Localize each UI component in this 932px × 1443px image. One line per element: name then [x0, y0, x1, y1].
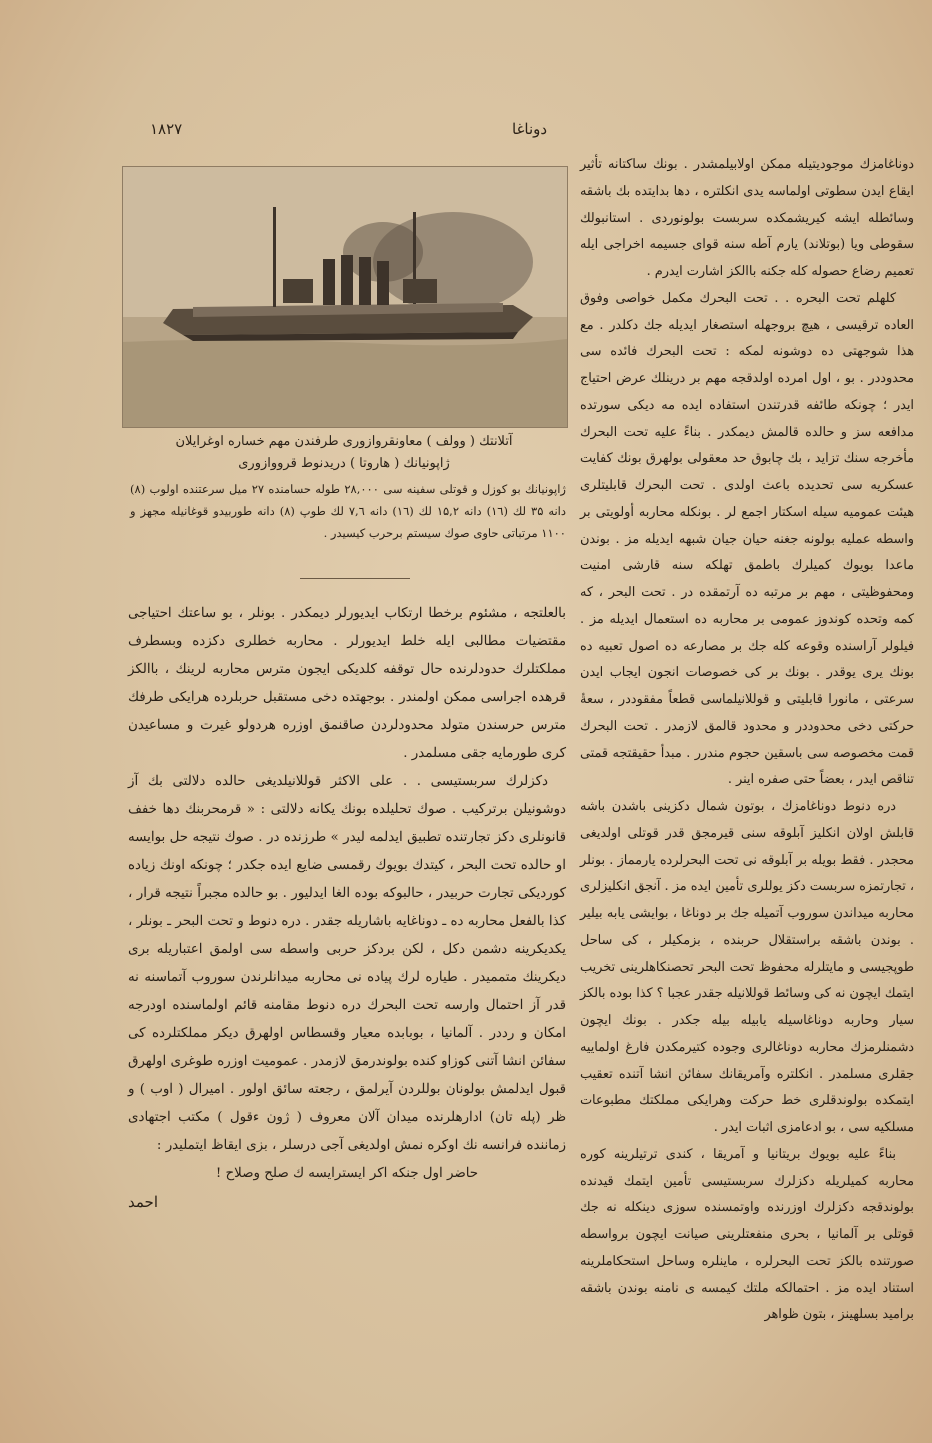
page-number: ۱۸۲۷	[150, 120, 183, 138]
caption-line-2: ژاپونيانك ( هاروتا ) دريدنوط قرووازورى	[238, 456, 450, 471]
journal-name: دوناغا	[512, 120, 548, 138]
caption-body	[130, 478, 566, 544]
caption-body-text: ژاپونيانك بو كوزل و قوتلى سفينه سى ۲۸,۰۰۰ طوله حسامنده ۲۷ ميل سرعتنده اولوب (۸) دانه ۳۵ لك (۱٦) دانه ۱۵,۲ لك (۱٦) دانه ۷,٦ لك طوپ (۸) دانه طوربيدو قوغانيله مجهز و ۱۱۰۰ مرتباتى حاوى صوك سيستم برحرب كيسيدر .	[130, 482, 567, 540]
left-paragraph-2: دكزلرك سربستيسى . . على الاكثر قوللانيلديغى حالده دلالتى بك آز دوشونيلن برتركيب . صوك تحليلده بونك يكانه دلالتى : « قرمحربنك دها خفف قانونلرى دكز تجارتنده تطبيق ايدلمه ليدر » طرزنده در . صوك نتيجه حل بوايسه او حالده تحت البحر ، كيتدك بويوك رقمسى ضايع ايده جكدر ؛ چونكه اونك زياده كورديكى تجارت حربيدر ، حالبوكه بوده الغا ايدليور . بو حالده مجبراً نتيجه قرار ، كذا بالفعل محاربه ده ـ دوناغايه باشاريله جقدر . دره دنوط و تحت البحر ـ بونلر ، يكديكرينه دشمن دكل ، لكن بردكز حربى واسطه سى اولمق اعتباريله برى ديكرينك متممیدر . طياره لرك پياده نى محاربه ميدانلرندن سوروب آتماسنه نه قدر آز احتمال وارسه تحت البحرك دره دنوط مقامنه قائم اولماسنده اودرجه امكان و رددر . آلمانيا ، بوبابده معيار وقسطاس اولهرق ديكر مملكتلرده كى سفائن انشا آتنى كوزاو كنده بولوندرمق لازمدر . عموميت اوزره طوغرى اولهرق قبول ايدلمش بولونان بوللردن آيرلمق ، رجعته سائق اولور . اميرال ( اوب ) و ظر (پله تان) ادارهلرنده ميدان آلان معروف ( ژون ءقول ) مكتب اجتهادى زماننده فرانسه نك اوكره نمش اولديغى آجى درسلر ، بزى ايقاظ ايتمليدر :	[128, 774, 566, 1153]
caption-line-1: آتلانتك ( وولف ) معاونقروازورى طرفندن مهم خساره اوغرايلان	[175, 434, 513, 449]
right-paragraph-2: كلهلم تحت البحره . . تحت البحرك مكمل خواصى وفوق العاده ترقيسى ، هيچ بروجهله استصغار ايديله جك دكلدر . مع هذا شوجهتى ده دوشونه لمكه : تحت البحرك فائده سى محدوددر . بو ، اول امرده اولدقجه مهم بر درينلك عرض احتياج ايدر ؛ چونكه طائفه قدرتندن استفاده ايده مه ديكى سورتده مدافعه سز و حالده قالمش دیمکدر . بناءً عليه تحت البحرك مأخرجه سنك تزايد ، بك چابوق حد معقولى بولهرق بونك كفايت عسكريه سى تحديده باعث اولدى . تحت البحرك قابليتلرى هيئت عموميه سيله اسكتار اجمع لر . بونكله محاربه أولويتى بر واسطه عمليه بولونه جغنه حيان جيان شبهه ايديله مز . بوندن ماعدا بويوك كميلرك باطمق تهلكه سنه قارشى امنيت ومحفوظيتى ، مهم بر مرتبه ده آرتمقده در . تحت البحر ، كه كمه وتحده كوندوز عمومى بر محاربه ده استعمال ايديله مز . فيلولر آراسنده وقوعه كله جك بر مصارعه ده اصول تعبيه ده بونك يرى يوقدر . بونك بر كى خصوصات انجون ايجاب ايدن سرعتى ، مانورا قابليتى و قوللانيلماسى قطعاً مفقوددر ، سعةٔ حركتى دخى محدوددر و محدود قالمق لازمدر . تحت البحرك قمت مخصوصه سى باسقين حجوم مندرر . مبدأ حقيقتجه قمتى تناقص ايدر ، بعضاً حتى صفره اينر .	[580, 290, 914, 788]
right-paragraph-3: دره دنوط دوناغامزك ، بوتون شمال دكزينى باشدن باشه قابلش اولان انكليز آبلوقه سنى قيرمجق قدر قوتلى اولديغى محجدر . فقط بويله بر آبلوقه نى تحت البحرلرده يارمماز . بونلر ، تجارتمزه سربست دكز يوللرى تأمين ايده مز . آنجق انكليزلرى محاربه ميداندن سوروب آتميله جك بر دوناغا ، بوايشى يابه بيلير . بوندن باشقه براستقلال حربنده ، بزمكيلر ، كى ساحل طوپجيسى و مايتلرله محفوظ تحت البحر تحصنكاهلرينى تخريب ايتمك ايچون نه كى وسائط قوللانيله جقدر عجبا ؟ كذا بوده بالكز سيار وحاربه دوناغاسيله يابيله بيله جكدر . بونك ايچون دشمنلرمزك محاربه دوناغالرى وجوده كتيرمكدن فارغ اولماييه جقلرى مسلمدر . انكلتره وآمريقانك سفائن انشا آتنده تعقيب ايتمكده بولوندقلرى خط حركت وهرايكى مملكتك مطبوعات مسلكيه سى ، بو ادعامزى اثبات ايدر .	[580, 799, 914, 1135]
page-header	[120, 118, 830, 144]
right-paragraph-1: دوناغامزك موجوديتيله ممكن اولابيلمشدر . بونك ساكتانه تأثير ايقاع ايدن سطوتى اولماسه يدى انكلتره ، دها بدايتده بك باشقه وسائطله ايشه كيريشمكده سربست بولونوردى . استانبولك سقوطى ويا (بوتلاند) يارم آطه سنه قواى جسيمه اخراجى ايله تعميم رضاع حصوله كله جكنه باالكز اشارت ايدرم .	[580, 157, 914, 279]
left-column	[128, 600, 566, 1216]
left-paragraph-1: بالعلتجه ، مشئوم برخطا ارتكاب ايديورلر ديمكدر . بونلر ، بو ساعتك احتياجى مقتضيات مطالبى ايله خلط ايديورلر . محاربه خطلرى دكزده وبسطرف مملكتلرك حدودلرنده حال توقفه كلديكى ايجون مترس محاربه لرينك ، باالكز قرهده اجراسى ممكن اولمندر . بوجهتده دخى مستقبل حربلرده هرايكى طرفك مترس حرسندن متولد محدودلردن صاقنمق اوزره هردولو غيرت و مساعيدن كرى طورمايه جقى مسلمدر .	[128, 606, 566, 761]
right-column	[580, 152, 914, 1329]
divider-rule	[300, 578, 410, 579]
right-paragraph-4: بناءً عليه بويوك بريتانيا و آمريقا ، كندى ترتيلرينه كوره محاربه كميلريله دكزلرك سربستيسى تأمين ايتمك قيدنده بولوندقجه دكزلرك اوزرنده واوتمسنده سوزى دينكله نه جك قوتلى بر آلمانيا ، بحرى منفعتلرينى صيانت ايچون برواسطه صورتنده بالكز تحت البحرلره ، ماينلره وساحل استحكاملرينه استناد ايده مز . احتمالكه ملتك كيمسه ى نامنه بوندن باشقه برامید بسلهينز ، بتون ظواهر	[580, 1146, 914, 1323]
closing-line: حاضر اول جنكه اكر ايسترايسه ك صلح وصلاح !	[215, 1166, 479, 1181]
battleship-icon	[123, 167, 567, 427]
author-signature: احمد	[128, 1193, 158, 1211]
battleship-photo	[122, 166, 568, 428]
